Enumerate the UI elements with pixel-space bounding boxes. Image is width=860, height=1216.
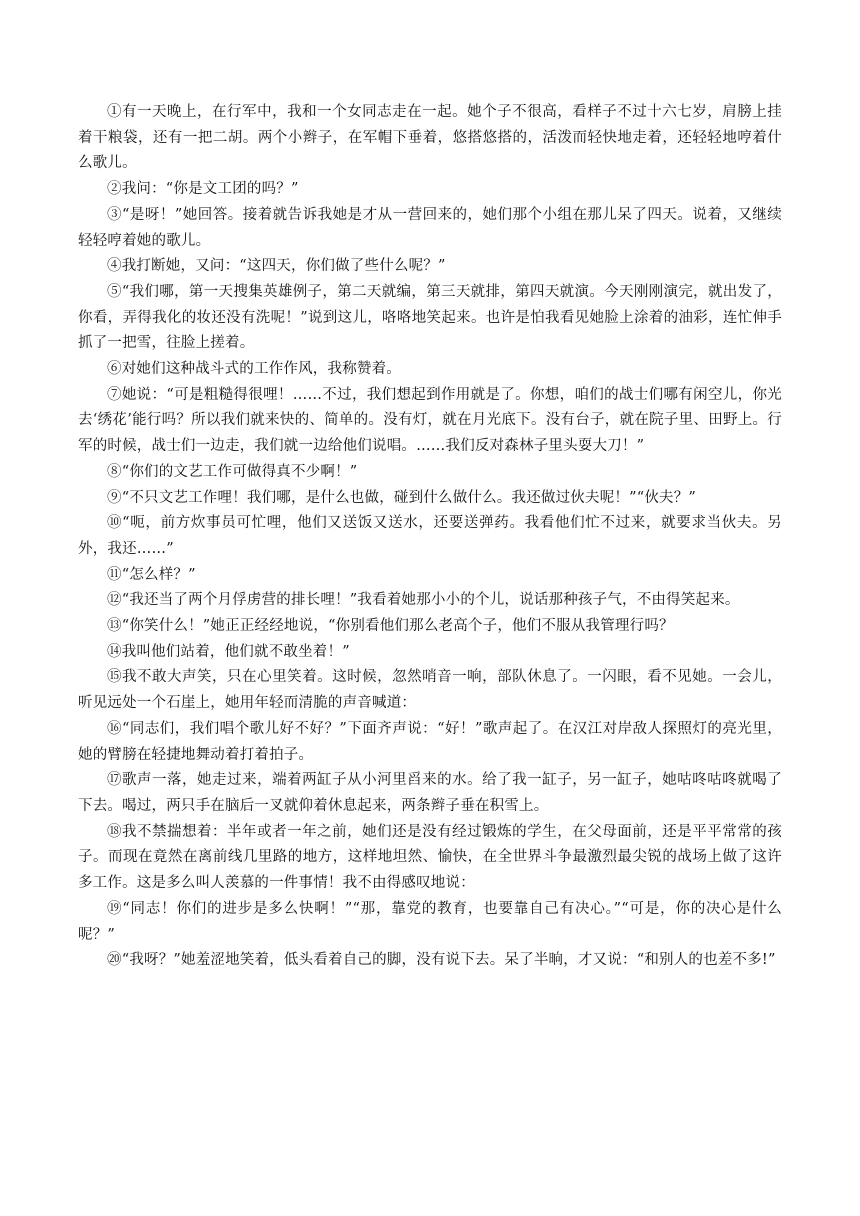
paragraph-7: ⑦她说：“可是粗糙得很哩！……不过，我们想起到作用就是了。你想，咱们的战士们哪有闲空儿，你光去‘绣花’能行吗？所以我们就来快的、简单的。没有灯，就在月光底下。没有台子，就在院子里、田野上。行军的时候，战士们一边走，我们就一边给他们说唱。……我们反对森林子里头耍大刀！”: [78, 386, 782, 455]
paragraph-16: ⑯“同志们，我们唱个歌儿好不好？”下面齐声说：“好！”歌声起了。在汉江对岸敌人探照灯的亮光里，她的臂膀在轻捷地舞动着打着拍子。: [78, 720, 782, 763]
paragraph-10: ⑩“呃，前方炊事员可忙哩，他们又送饭又送水，还要送弹药。我看他们忙不过来，就要求当伙夫。另外，我还……”: [78, 515, 782, 557]
paragraph-11: ⑪“怎么样？”: [107, 566, 196, 583]
paragraph-1: ①有一天晚上，在行军中，我和一个女同志走在一起。她个子不很高，看样子不过十六七岁，肩膀上挂着干粮袋，还有一把二胡。两个小辫子，在军帽下垂着，悠搭悠搭的，活泼而轻快地走着，还轻轻地哼着什么歌儿。: [78, 104, 782, 172]
paragraph-2: ②我问：“你是文工团的吗？”: [107, 181, 299, 198]
paragraph-3: ③“是呀！”她回答。接着就告诉我她是才从一营回来的，她们那个小组在那儿呆了四天。说着，又继续轻轻哼着她的歌儿。: [78, 206, 782, 249]
paragraph-5: ⑤“我们哪，第一天搜集英雄例子，第二天就编，第三天就排，第四天就演。今天刚刚演完，就出发了，你看，弄得我化的妆还没有洗呢！”说到这儿，咯咯地笑起来。也许是怕我看见她脸上涂着的油彩，连忙伸手抓了一把雪，往脸上搓着。: [78, 283, 782, 352]
paragraph-20: ⑳“我呀？”她羞涩地笑着，低头看着自己的脚，没有说下去。呆了半晌，才又说：“和别人的也差不多!”: [107, 952, 776, 969]
paragraph-19: ⑲“同志！你们的进步是多么快啊！”“那，靠党的教育，也要靠自己有决心。”“可是，你的决心是什么呢？”: [78, 900, 782, 943]
paragraph-6: ⑥对她们这种战斗式的工作作风，我称赞着。: [107, 361, 401, 378]
paragraph-14: ⑭我叫他们站着，他们就不敢坐着！”: [107, 643, 350, 660]
paragraph-9: ⑨“不只文艺工作哩！我们哪，是什么也做，碰到什么做什么。我还做过伙夫呢！”“伙夫？”: [107, 489, 697, 506]
paragraph-8: ⑧“你们的文艺工作可做得真不少啊！”: [107, 463, 358, 480]
paragraph-4: ④我打断她，又问：“这四天，你们做了些什么呢？”: [107, 258, 446, 275]
paragraph-18: ⑱我不禁揣想着：半年或者一年之前，她们还是没有经过锻炼的学生，在父母面前，还是平平常常的孩子。而现在竟然在离前线几里路的地方，这样地坦然、愉快，在全世界斗争最激烈最尖锐的战场上做了这许多工作。这是多么叫人羡慕的一件事情！我不由得感叹地说：: [78, 823, 782, 892]
paragraph-15: ⑮我不敢大声笑，只在心里笑着。这时候，忽然哨音一响，部队休息了。一闪眼，看不见她。一会儿，听见远处一个石崖上，她用年轻而清脆的声音喊道：: [78, 669, 782, 712]
paragraph-12: ⑫“我还当了两个月俘虏营的排长哩！”我看着她那小小的个儿，说话那种孩子气，不由得笑起来。: [107, 592, 740, 609]
paragraph-13: ⑬“你笑什么！”她正正经经地说，“你别看他们那么老高个子，他们不服从我管理行吗？: [107, 618, 674, 635]
paragraph-17: ⑰歌声一落，她走过来，端着两缸子从小河里舀来的水。给了我一缸子，另一缸子，她咕咚咕咚就喝了下去。喝过，两只手在脑后一叉就仰着休息起来，两条辫子垂在积雪上。: [78, 772, 782, 814]
